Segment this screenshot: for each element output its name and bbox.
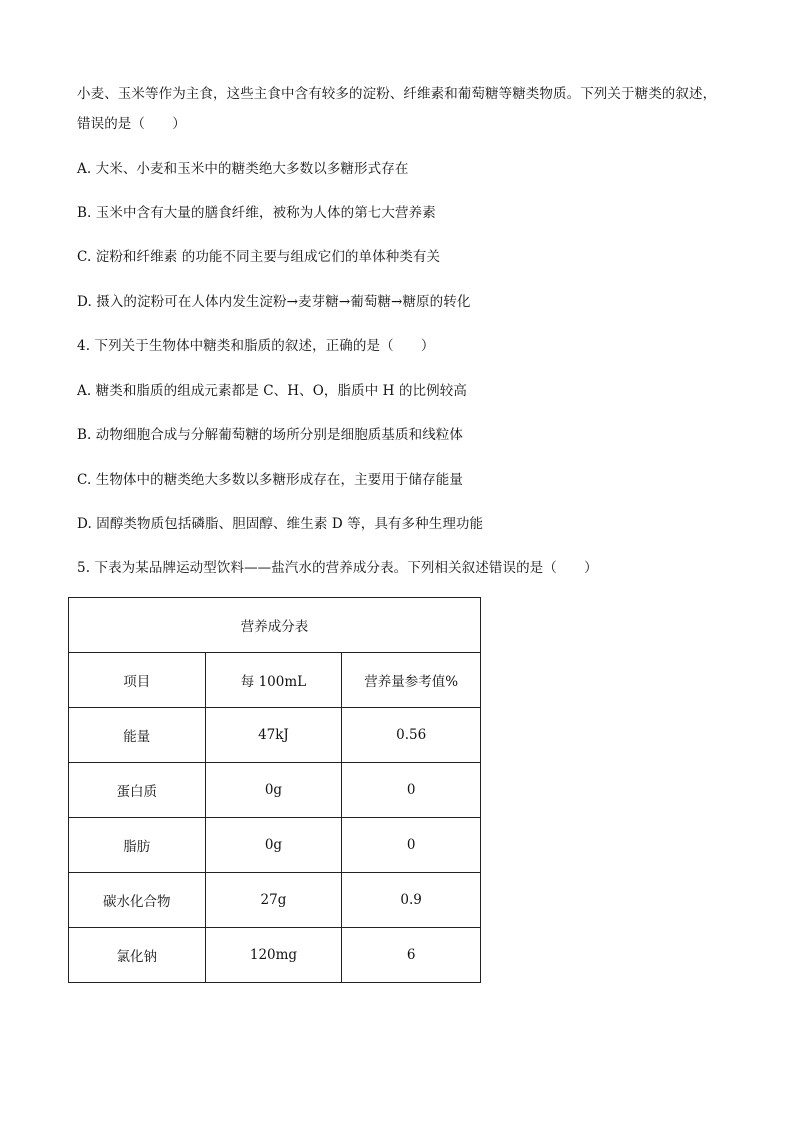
table-cell: 0 — [342, 818, 481, 873]
table-cell: 0g — [205, 763, 342, 818]
table-header-row — [69, 653, 481, 708]
q3-option-c: C. 淀粉和纤维素 的功能不同主要与组成它们的单体种类有关 — [77, 249, 441, 265]
q3-option-a: A. 大米、小麦和玉米中的糖类绝大多数以多糖形式存在 — [77, 161, 409, 177]
q4-option-d: D. 固醇类物质包括磷脂、胆固醇、维生素 D 等，具有多种生理功能 — [77, 516, 484, 532]
table-title-row — [69, 598, 481, 653]
table-header-item: 项目 — [69, 653, 206, 708]
table-title: 营养成分表 — [69, 598, 481, 653]
table-cell: 氯化钠 — [69, 928, 206, 983]
table-cell: 120mg — [205, 928, 342, 983]
table-cell: 碳水化合物 — [69, 873, 206, 928]
table-cell: 0.56 — [342, 708, 481, 763]
table-row — [69, 818, 481, 873]
table-header-reference: 营养量参考值% — [342, 653, 481, 708]
table-cell: 蛋白质 — [69, 763, 206, 818]
table-cell: 能量 — [69, 708, 206, 763]
q4-option-b: B. 动物细胞合成与分解葡萄糖的场所分别是细胞质基质和线粒体 — [77, 427, 464, 443]
table-row — [69, 763, 481, 818]
q5-stem: 5. 下表为某品牌运动型饮料——盐汽水的营养成分表。下列相关叙述错误的是（ ） — [77, 560, 598, 576]
table-cell: 27g — [205, 873, 342, 928]
table-cell: 0.9 — [342, 873, 481, 928]
table-header-per100ml: 每 100mL — [205, 653, 342, 708]
q4-option-a: A. 糖类和脂质的组成元素都是 C、H、O，脂质中 H 的比例较高 — [77, 383, 467, 399]
q3-option-d: D. 摄入的淀粉可在人体内发生淀粉→麦芽糖→葡萄糖→糖原的转化 — [77, 294, 471, 310]
q3-stem-line2: 错误的是（ ） — [77, 116, 186, 132]
table-cell: 0g — [205, 818, 342, 873]
table-row — [69, 873, 481, 928]
nutrition-table — [68, 597, 481, 983]
q3-stem-line1: 小麦、玉米等作为主食，这些主食中含有较多的淀粉、纤维素和葡萄糖等糖类物质。下列关于糖类的叙述， — [77, 86, 717, 102]
q3-option-b: B. 玉米中含有大量的膳食纤维，被称为人体的第七大营养素 — [77, 205, 436, 221]
table-cell: 6 — [342, 928, 481, 983]
table-cell: 0 — [342, 763, 481, 818]
q4-option-c: C. 生物体中的糖类绝大多数以多糖形成存在，主要用于储存能量 — [77, 472, 463, 488]
table-cell: 脂肪 — [69, 818, 206, 873]
table-row — [69, 928, 481, 983]
q4-stem: 4. 下列关于生物体中糖类和脂质的叙述，正确的是（ ） — [77, 338, 435, 354]
table-row — [69, 708, 481, 763]
table-cell: 47kJ — [205, 708, 342, 763]
